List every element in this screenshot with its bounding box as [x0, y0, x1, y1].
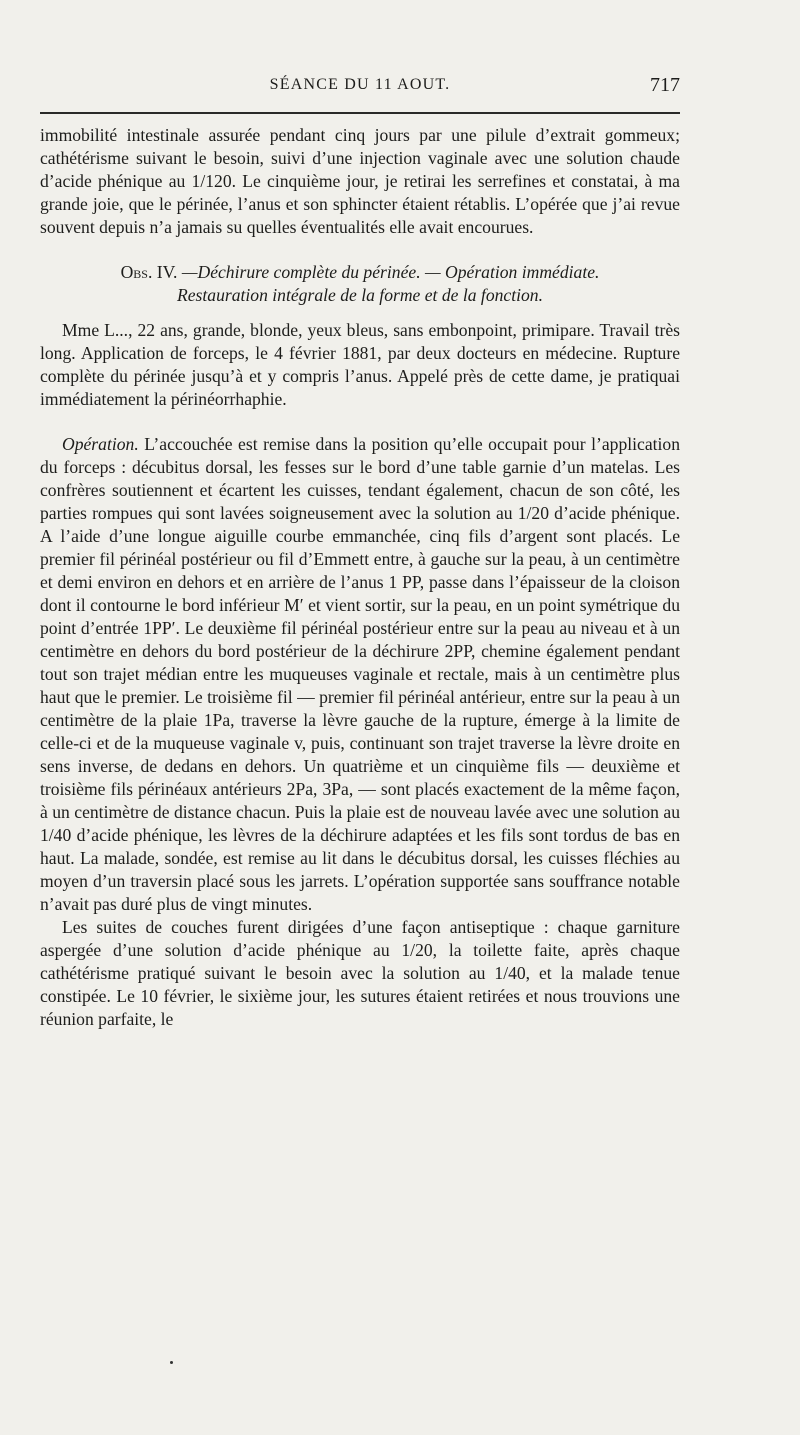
ink-speck — [170, 1361, 173, 1364]
operation-paragraph — [40, 433, 680, 916]
header-rule — [40, 112, 680, 114]
aftercare-paragraph: Les suites de couches furent dirigées d’une façon antiseptique : chaque garniture aspergée d’une solution d’acide phénique au 1/20, la toilette faite, après chaque cathétérisme pratiqué suivant le besoin avec la solution au 1/40, et la malade tenue constipée. Le 10 février, le sixième jour, les sutures étaient retirées et nous trouvions une réunion parfaite, le — [40, 917, 680, 1029]
body-text — [40, 124, 680, 1031]
case-description-paragraph: Mme L..., 22 ans, grande, blonde, yeux bleus, sans embonpoint, primipare. Travail très long. Application de forceps, le 4 février 1881, par deux docteurs en médecine. Rupture complète du périnée jusqu’à et y compris l’anus. Appelé près de cette dame, je pratiquai immédiatement la périnéorrhaphie. — [40, 320, 680, 409]
running-title: SÉANCE DU 11 AOUT. — [269, 76, 451, 93]
observation-title-line-2: Restauration intégrale de la forme et de la fonction. — [177, 285, 543, 305]
page-number: 717 — [650, 74, 680, 96]
page-header — [40, 74, 680, 100]
paragraph-continuation: immobilité intestinale assurée pendant cinq jours par une pilule d’extrait gommeux; cathétérisme suivant le besoin, suivi d’une injection vaginale avec une solution chaude d’acide phénique au 1/120. Le cinquième jour, je retirai les serrefines et constatai, à ma grande joie, que le périnée, l’anus et son sphincter étaient rétablis. L’opérée que j’ai revue souvent depuis n’a jamais su quelles éventualités elle avait encourues. — [40, 125, 680, 237]
observation-title-line-1: —Déchirure complète du périnée. — Opération immédiate. — [181, 262, 600, 282]
observation-heading — [40, 261, 680, 307]
operation-text: L’accouchée est remise dans la position qu’elle occupait pour l’application du forceps : décubitus dorsal, les fesses sur le bord d’une table garnie d’un matelas. Les confrères soutiennent et écartent les cuisses, tendant également, chacun de son côté, les parties rompues qui sont lavées soigneusement avec la solution au 1/20 d’acide phénique. A l’aide d’une longue aiguille courbe emmanchée, cinq fils d’argent sont placés. Le premier fil périnéal postérieur ou fil d’Emmett entre, à gauche sur la peau, à un centimètre et demi environ en dehors et en arrière de l’anus 1 PP, passe dans l’épaisseur de la cloison dont il contourne le bord inférieur M′ et vient sortir, sur la peau, en un point symétrique du point d’entrée 1PP′. Le deuxième fil périnéal postérieur entre sur la peau au niveau et à un centimètre en dehors du bord postérieur de la déchirure 2PP, chemine également pendant tout son trajet médian entre les muqueuses vaginale et rectale, mais à un centimètre plus haut que le premier. Le troisième fil — premier fil périnéal antérieur, entre sur la peau à un centimètre de la plaie 1Pa, traverse la lèvre gauche de la rupture, émerge à la limite de celle-ci et de la muqueuse vaginale v, puis, continuant son trajet traverse la lèvre droite en sens inverse, de dedans en dehors. Un quatrième et un cinquième fils — deuxième et troisième fils périnéaux antérieurs 2Pa, 3Pa, — sont placés exactement de la même façon, à un centimètre de distance chacun. Puis la plaie est de nouveau lavée avec une solution au 1/40 d’acide phénique, les lèvres de la déchirure adaptées et les fils sont tordus de bas en haut. La malade, sondée, est remise au lit dans le décubitus dorsal, les cuisses fléchies au moyen d’un traversin placé sous les jarrets. L’opération supportée sans souffrance notable n’avait pas duré plus de vingt minutes. — [40, 434, 681, 914]
observation-label: Obs. IV. — [120, 262, 178, 282]
operation-label: Opération. — [62, 434, 139, 454]
